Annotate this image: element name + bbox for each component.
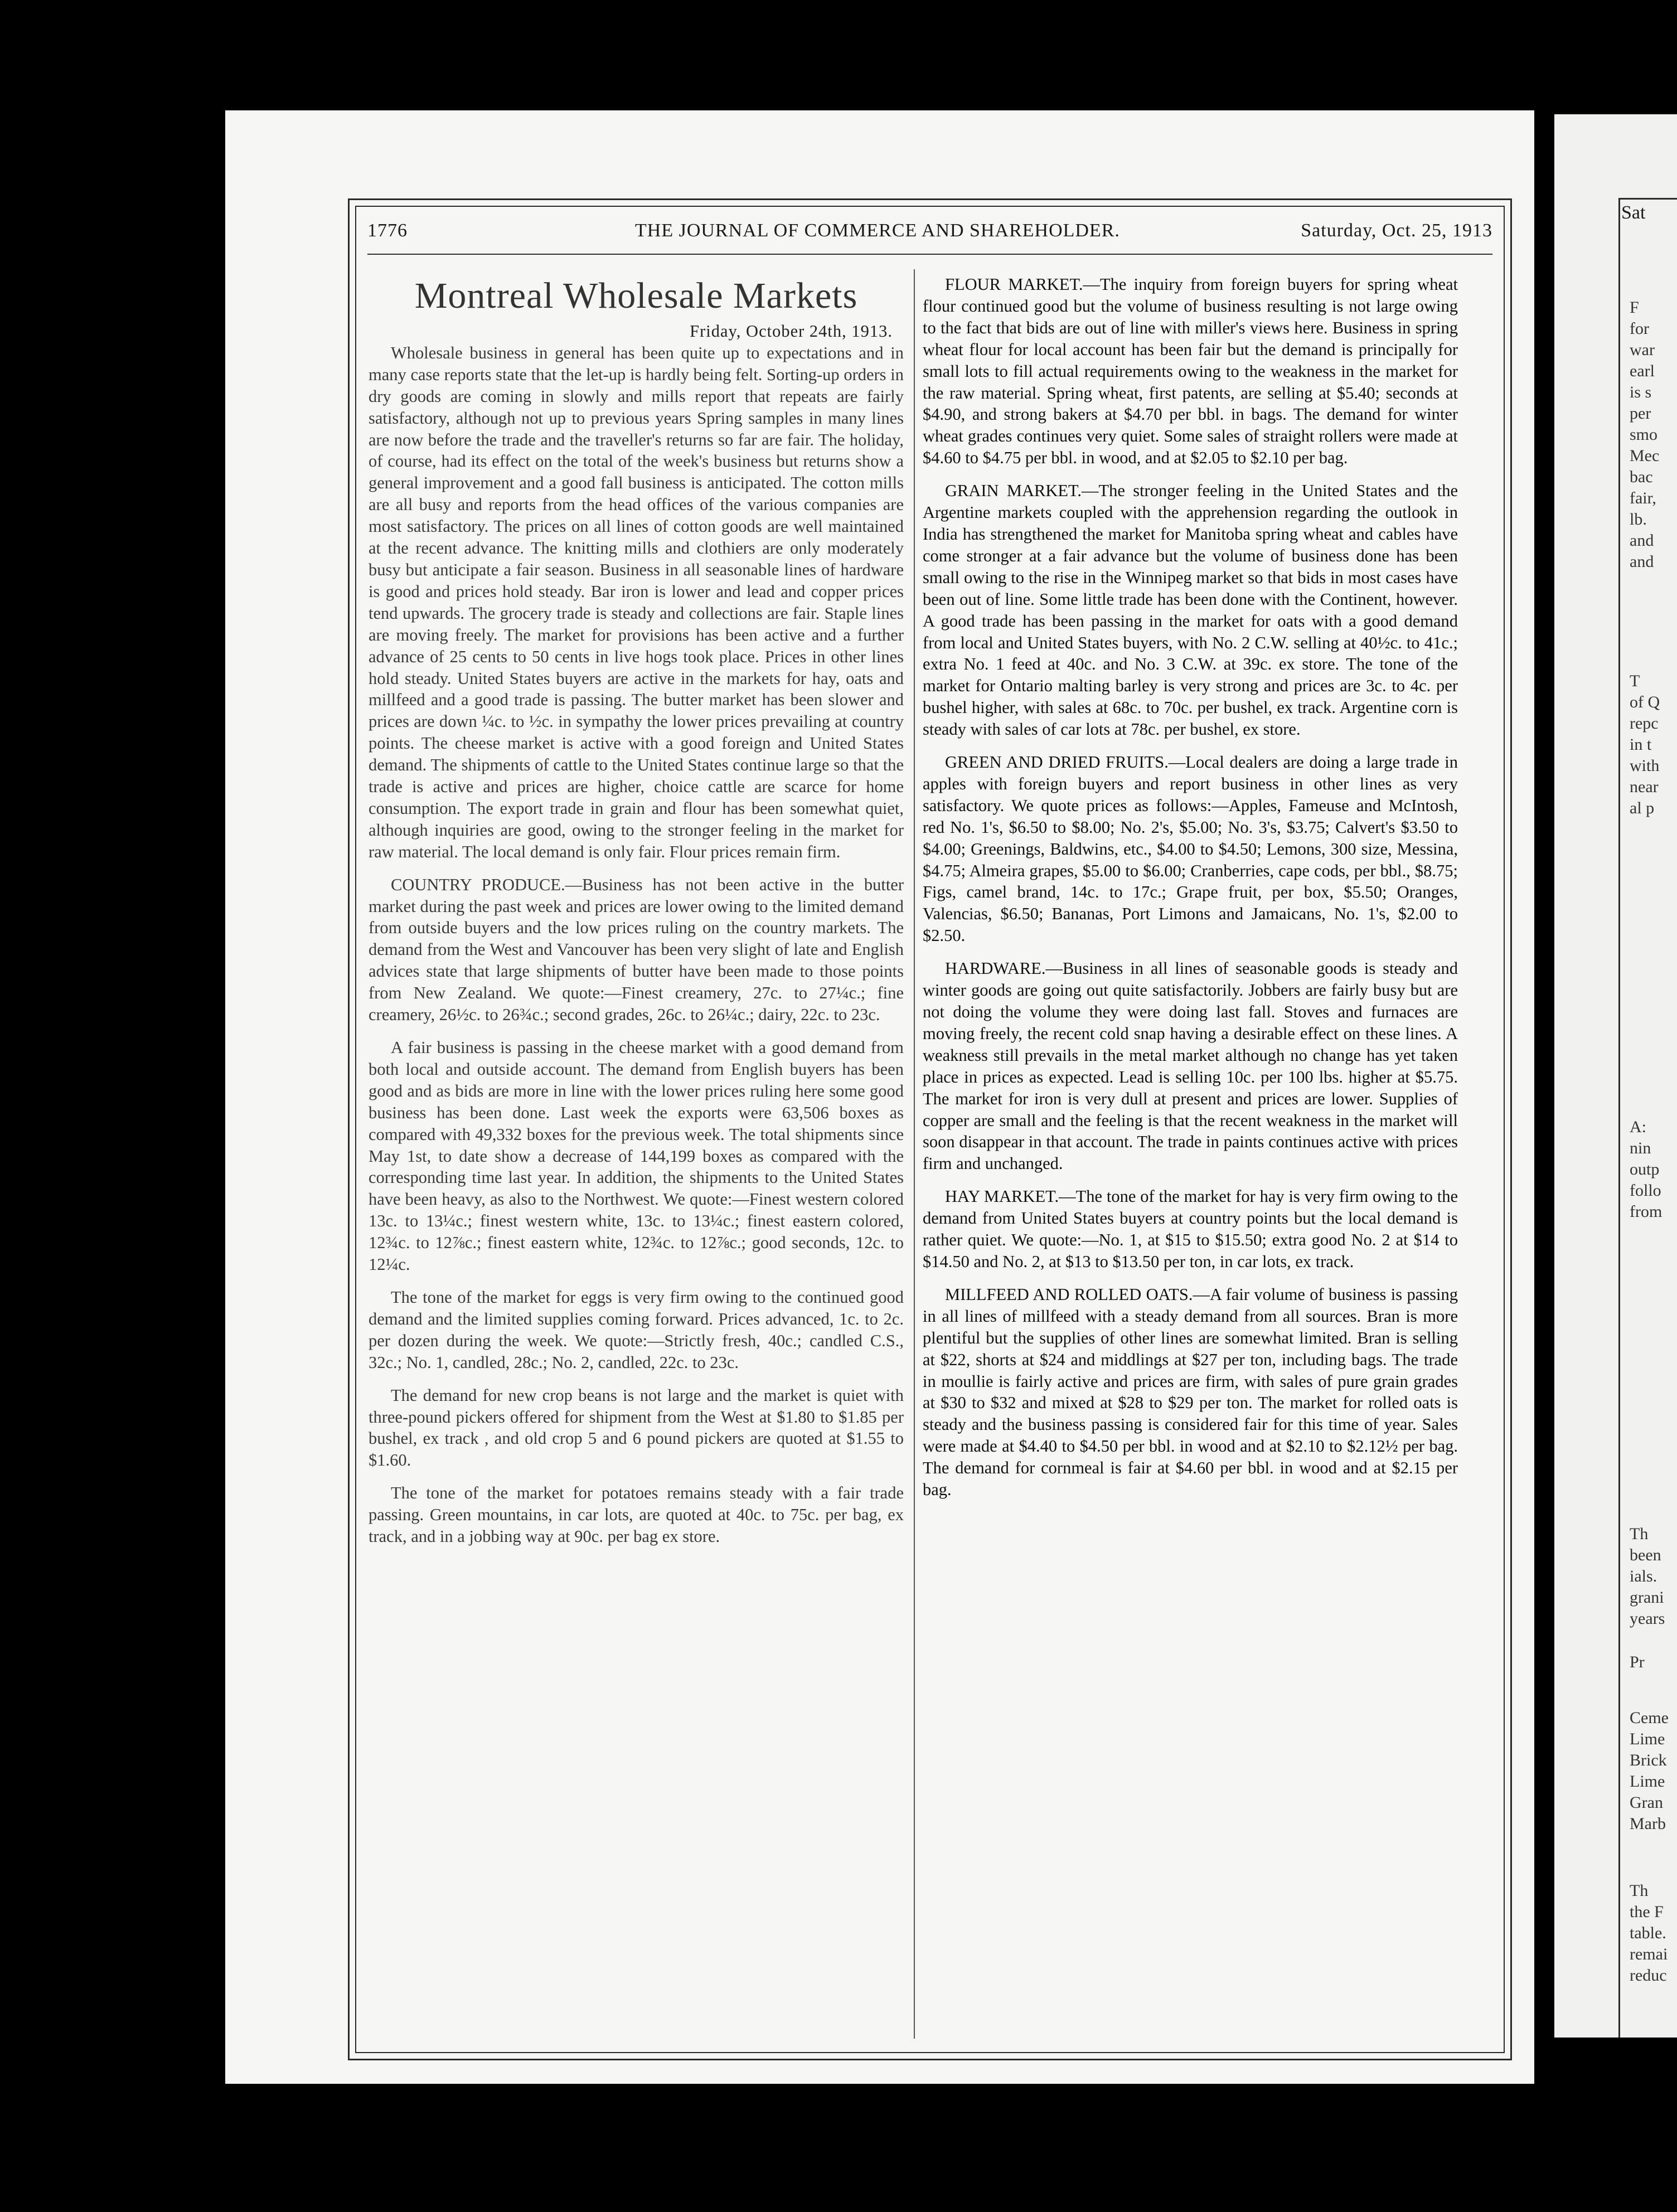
adjacent-page-line: follo	[1630, 1181, 1661, 1200]
adjacent-page-line: nin	[1630, 1139, 1651, 1157]
adjacent-page-line: and	[1630, 531, 1654, 550]
issue-date: Saturday, Oct. 25, 1913	[1301, 220, 1492, 241]
adjacent-page-line: Lime	[1630, 1730, 1665, 1748]
adjacent-page-line: from	[1630, 1202, 1663, 1221]
adjacent-page-line: reduc	[1630, 1966, 1667, 1985]
page-inner-border	[355, 206, 1505, 2053]
adjacent-page-header: Sat	[1621, 202, 1646, 223]
adjacent-page-line: bac	[1630, 468, 1653, 486]
adjacent-page-line: is s	[1630, 383, 1652, 401]
hardware-paragraph: HARDWARE.—Business in all lines of seasonable goods is steady and winter goods are going out quite satisfactorily. Jobbers are fairly busy but are not doing the volume they were doing last fall. Stoves and furnaces are moving freely, the recent cold snap having a desirable effect on these lines. A weakness still prevails in the metal market although no change has yet taken place in prices as expected. Lead is selling 10c. per 100 lbs. higher at $5.75. The market for iron is very dull at present and prices are lower. Supplies of copper are small and the feeling is that the recent weakness in the market will soon disappear in that account. The trade in paints continues active with prices firm and unchanged.	[923, 959, 1458, 1173]
adjacent-page-line: al p	[1630, 799, 1655, 817]
adjacent-page-line: Th	[1630, 1525, 1649, 1543]
adjacent-page-line: been	[1630, 1546, 1661, 1564]
journal-page	[225, 110, 1534, 2084]
potatoes-paragraph: The tone of the market for potatoes remains steady with a fair trade passing. Green mountains, in car lots, are quoted at 40c. to 75c. per bag, ex track, and in a jobbing way at 90c. per bag ex store.	[369, 1483, 904, 1546]
adjacent-page-line: smo	[1630, 425, 1658, 444]
adjacent-page-line: with	[1630, 756, 1660, 775]
column-divider	[914, 269, 915, 2039]
adjacent-page-line: A:	[1630, 1118, 1646, 1136]
adjacent-page-line: table.	[1630, 1924, 1666, 1942]
right-column	[923, 274, 1458, 1512]
adjacent-page-line: Mec	[1630, 447, 1660, 465]
adjacent-page-fragment	[1554, 114, 1677, 2038]
adjacent-page-line: per	[1630, 404, 1651, 423]
adjacent-page-line: war	[1630, 341, 1655, 359]
left-column	[369, 274, 904, 1559]
running-header	[367, 220, 1492, 248]
article-dateline: Friday, October 24th, 1913.	[690, 322, 893, 341]
adjacent-page-line: of Q	[1630, 693, 1660, 711]
page-number: 1776	[367, 220, 408, 241]
header-rule	[367, 254, 1492, 255]
adjacent-page-line: Th	[1630, 1881, 1649, 1900]
adjacent-page-line: outp	[1630, 1160, 1660, 1178]
adjacent-page-line: Marb	[1630, 1815, 1666, 1833]
adjacent-page-line: in t	[1630, 735, 1652, 754]
intro-paragraph: Wholesale business in general has been quite up to expectations and in many case reports state that the let-up is hardly being felt. Sorting-up orders in dry goods are coming in slowly and mills report that repeats are fairly satisfactory, although not up to previous years Spring samples in many lines are now before the trade and the traveller's returns so far are fair. The holiday, of course, had its effect on the total of the week's business but returns show a general improvement and a good fall business is anticipated. The cotton mills are all busy and reports from the head offices of the various companies are most satisfactory. The prices on all lines of cotton goods are well maintained at the recent advance. The knitting mills and clothiers are only moderately busy but anticipate a fair season. Business in all seasonable lines of hardware is good and prices hold steady. Bar iron is lower and lead and copper prices tend upwards. The grocery trade is steady and collections are fair. Staple lines are moving freely. The market for provisions has been active and a further advance of 25 cents to 50 cents in live hogs took place. Prices in other lines hold steady. United States buyers are active in the markets for hay, oats and millfeed and a good trade is passing. The butter market has been slower and prices are down ¼c. to ½c. in sympathy the lower prices prevailing at country points. The cheese market is active with a good foreign and United States demand. The shipments of cattle to the United States continue large so that the trade is active and prices are higher, choice cattle are scarce for home consumption. The export trade in grain and flour has been somewhat quiet, although inquiries are good, owing to the stronger feeling in the market for raw material. The local demand is only fair. Flour prices remain firm.	[369, 343, 904, 861]
fruits-paragraph: GREEN AND DRIED FRUITS.—Local dealers are doing a large trade in apples with foreign buyers and report business in other lines as very satisfactory. We quote prices as follows:—Apples, Fameuse and McIntosh, red No. 1's, $6.50 to $8.00; No. 2's, $5.00; No. 3's, $3.75; Calvert's $3.50 to $4.00; Greenings, Baldwins, etc., $4.00 to $4.50; Lemons, 300 size, Messina, $4.75; Almeira grapes, $5.00 to $6.00; Cranberries, cape cods, per bbl., $8.75; Figs, camel brand, 14c. to 17c.; Grape fruit, per box, $5.50; Oranges, Valencias, $6.50; Bananas, Port Limons and Jamaicans, No. 1's, $2.00 to $2.50.	[923, 753, 1458, 945]
beans-paragraph: The demand for new crop beans is not large and the market is quiet with three-pound pickers offered for shipment from the West at $1.80 to $1.85 per bushel, ex track , and old crop 5 and 6 pound pickers are quoted at $1.55 to $1.60.	[369, 1385, 904, 1470]
adjacent-page-line: for	[1630, 319, 1649, 338]
cheese-paragraph: A fair business is passing in the cheese market with a good demand from both local and outside account. The demand from English buyers has been good and as bids are more in line with the lower prices ruling here some good business has been done. Last week the exports were 63,506 boxes as compared with 49,332 boxes for the previous week. The total shipments since May 1st, to date show a decrease of 144,199 boxes as compared with the corresponding time last year. In addition, the shipments to the United States have been heavy, as also to the Northwest. We quote:—Finest western colored 13c. to 13¼c.; finest western white, 13c. to 13¼c.; finest eastern colored, 12¾c. to 12⅞c.; finest eastern white, 12¾c. to 12⅞c.; good seconds, 12c. to 12¼c.	[369, 1038, 904, 1274]
eggs-paragraph: The tone of the market for eggs is very firm owing to the continued good demand and the limited supplies coming forward. Prices advanced, 1c. to 2c. per dozen during the week. We quote:—Strictly fresh, 40c.; candled C.S., 32c.; No. 1, candled, 28c.; No. 2, candled, 22c. to 23c.	[369, 1287, 904, 1372]
adjacent-page-line: Ceme	[1630, 1709, 1669, 1727]
country-produce-paragraph: COUNTRY PRODUCE.—Business has not been active in the butter market during the past week and prices are lower owing to the limited demand from outside buyers and the low prices ruling on the country markets. The demand from the West and Vancouver has been very slight of late and English advices state that large shipments of butter have been made to those points from New Zealand. We quote:—Finest creamery, 27c. to 27¼c.; fine creamery, 26½c. to 26¾c.; second grades, 26c. to 26¼c.; dairy, 22c. to 23c.	[369, 875, 904, 1025]
adjacent-page-line: T	[1630, 672, 1640, 690]
adjacent-page-line: ials.	[1630, 1567, 1657, 1585]
adjacent-page-line: Brick	[1630, 1751, 1667, 1769]
adjacent-page-line: lb.	[1630, 510, 1647, 528]
adjacent-page-line: fair,	[1630, 489, 1656, 507]
article-title: Montreal Wholesale Markets	[414, 275, 858, 316]
adjacent-page-line: the F	[1630, 1903, 1664, 1921]
millfeed-paragraph: MILLFEED AND ROLLED OATS.—A fair volume of business is passing in all lines of millfeed with a steady demand from all sources. Bran is more plentiful but the supplies of other lines are somewhat limited. Bran is selling at $22, shorts at $24 and middlings at $27 per ton, including bags. The trade in moullie is fairly active and prices are firm, with sales of pure grain grades at $30 to $32 and mixed at $28 to $29 per ton. The market for rolled oats is steady and the business passing is considered fair for this time of year. Sales were made at $4.40 to $4.50 per bbl. in wood and at $2.10 to $2.12½ per bag. The demand for cornmeal is fair at $4.60 per bbl. in wood and at $2.15 per bag.	[923, 1284, 1458, 1500]
adjacent-page-line: and	[1630, 552, 1654, 571]
grain-market-paragraph: GRAIN MARKET.—The stronger feeling in the United States and the Argentine markets coupled with the apprehension regarding the outlook in India has strengthened the market for Manitoba spring wheat and cables have come stronger at a fair advance but the volume of business done has been small owing to the rise in the Winnipeg market so that bids in most cases have been out of line. Some little trade has been done with the Continent, however. A good trade has been passing in the market for oats with a good demand from local and United States buyers, with No. 2 C.W. selling at 40½c. to 41c.; extra No. 1 feed at 40c. and No. 3 C.W. at 39c. ex store. The tone of the market for Ontario malting barley is very strong and prices are 3c. to 4c. per bushel higher, with sales at 68c. to 70c. per bushel, ex track. Argentine corn is steady with sales of car lots at 78c. per bushel, ex store.	[923, 481, 1458, 739]
adjacent-page-line: repc	[1630, 714, 1659, 733]
flour-market-paragraph: FLOUR MARKET.—The inquiry from foreign buyers for spring wheat flour continued good but the volume of business resulting is not large owing to the fact that bids are out of line with miller's views here. Business in spring wheat flour for local account has been fair but the demand is principally for small lots to fill actual requirements owing to the weakness in the market for the raw material. Spring wheat, first patents, are selling at $5.40; seconds at $4.90, and strong bakers at $4.70 per bbl. in bags. The demand for winter wheat grades continues very quiet. Some sales of straight rollers were made at $4.60 to $4.75 per bbl. in wood, and at $2.05 to $2.10 per bag.	[923, 275, 1458, 468]
adjacent-page-line: near	[1630, 778, 1659, 796]
adjacent-page-line: remai	[1630, 1945, 1668, 1963]
hay-market-paragraph: HAY MARKET.—The tone of the market for hay is very firm owing to the demand from United States buyers at country points but the local demand is rather quiet. We quote:—No. 1, at $15 to $15.50; extra good No. 2 at $14 to $14.50 and No. 2, at $13 to $13.50 per ton, in car lots, ex track.	[923, 1187, 1458, 1271]
adjacent-page-line: Pr	[1630, 1653, 1645, 1671]
adjacent-page-line: Gran	[1630, 1793, 1663, 1812]
adjacent-page-line: grani	[1630, 1588, 1664, 1607]
adjacent-page-line: F	[1630, 298, 1639, 317]
adjacent-page-line: earl	[1630, 362, 1655, 380]
adjacent-page-line: years	[1630, 1609, 1665, 1628]
journal-title: THE JOURNAL OF COMMERCE AND SHAREHOLDER.	[635, 220, 1120, 241]
adjacent-page-line: Lime	[1630, 1772, 1665, 1791]
page-border	[348, 198, 1512, 2060]
